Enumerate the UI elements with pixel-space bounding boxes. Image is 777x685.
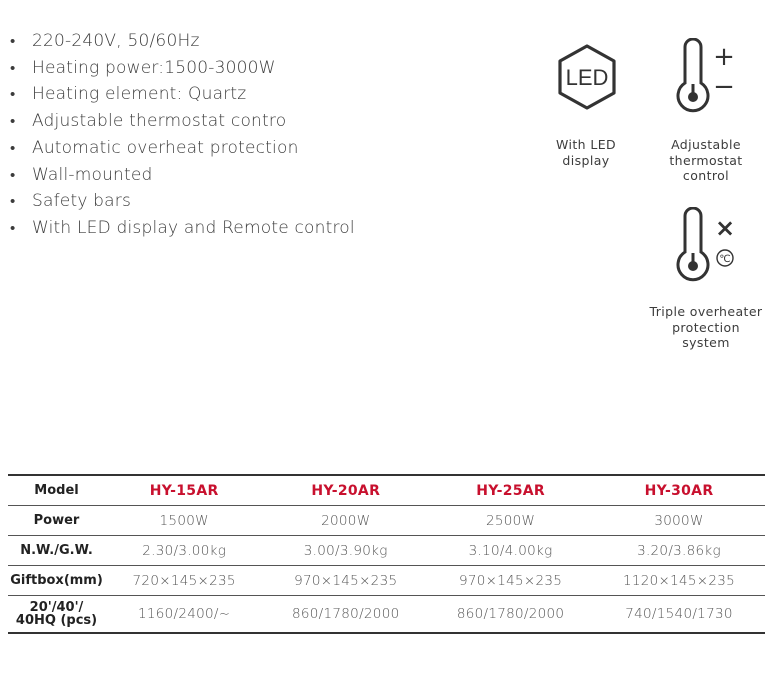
table-row: [8, 596, 765, 634]
feature-item: • 220-240V, 50/60Hz: [10, 31, 200, 51]
table-cell: 1160/2400/~: [137, 606, 231, 622]
feature-item: • Wall-mounted: [10, 164, 153, 185]
table-row: [8, 566, 765, 596]
row-label: Power: [8, 506, 105, 536]
led-badge-text: LED: [565, 65, 609, 90]
table-cell: 860/1780/2000: [456, 606, 565, 622]
feature-item: • Heating element: Quartz: [10, 84, 247, 105]
led-display-icon: [553, 43, 621, 111]
model-name: HY-30AR: [593, 475, 765, 506]
led-caption: With LED display: [555, 137, 617, 168]
table-cell: 860/1780/2000: [292, 606, 400, 622]
table-cell: 740/1540/1730: [625, 606, 733, 622]
thermostat-icon: [672, 38, 744, 120]
table-cell: 3.00/3.90kg: [263, 536, 428, 566]
table-header-row: [8, 475, 765, 506]
table-cell: 2000W: [263, 506, 428, 536]
feature-item: • Automatic overheat protection: [10, 137, 299, 158]
row-label: N.W./G.W.: [8, 536, 105, 566]
feature-item: • Adjustable thermostat contro: [10, 111, 287, 132]
table-cell: 2500W: [428, 506, 593, 536]
row-label: 20'/40'/ 40HQ (pcs): [15, 600, 98, 628]
table-row: [8, 536, 765, 566]
feature-list: [8, 28, 355, 242]
minus-icon: −: [713, 72, 735, 102]
table-row: [8, 506, 765, 536]
table-cell: 3.20/3.86kg: [593, 536, 765, 566]
feature-item: • Safety bars: [10, 191, 132, 212]
table-cell: 3.10/4.00kg: [428, 536, 593, 566]
overheat-protection-icon: [672, 207, 744, 289]
table-cell: 2.30/3.00kg: [105, 536, 263, 566]
model-name: HY-20AR: [263, 475, 428, 506]
feature-item: • With LED display and Remote control: [10, 217, 355, 238]
model-name: HY-15AR: [105, 475, 263, 506]
table-cell: 970×145×235: [263, 566, 428, 596]
row-label: Model: [8, 475, 105, 506]
table-cell: 1120×145×235: [593, 566, 765, 596]
plus-icon: +: [713, 42, 735, 72]
overheat-caption: Triple overheater protection system: [649, 304, 763, 350]
table-cell: 720×145×235: [105, 566, 263, 596]
cross-icon: ×: [714, 214, 736, 242]
celsius-icon: ℃: [719, 254, 731, 265]
model-name: HY-25AR: [428, 475, 593, 506]
row-label: Giftbox(mm): [8, 566, 105, 596]
table-cell: 3000W: [593, 506, 765, 536]
table-cell: 970×145×235: [428, 566, 593, 596]
spec-table: [8, 474, 765, 634]
table-cell: 1500W: [105, 506, 263, 536]
feature-item: • Heating power:1500-3000W: [10, 57, 276, 78]
thermostat-caption: Adjustable thermostat control: [669, 137, 743, 183]
